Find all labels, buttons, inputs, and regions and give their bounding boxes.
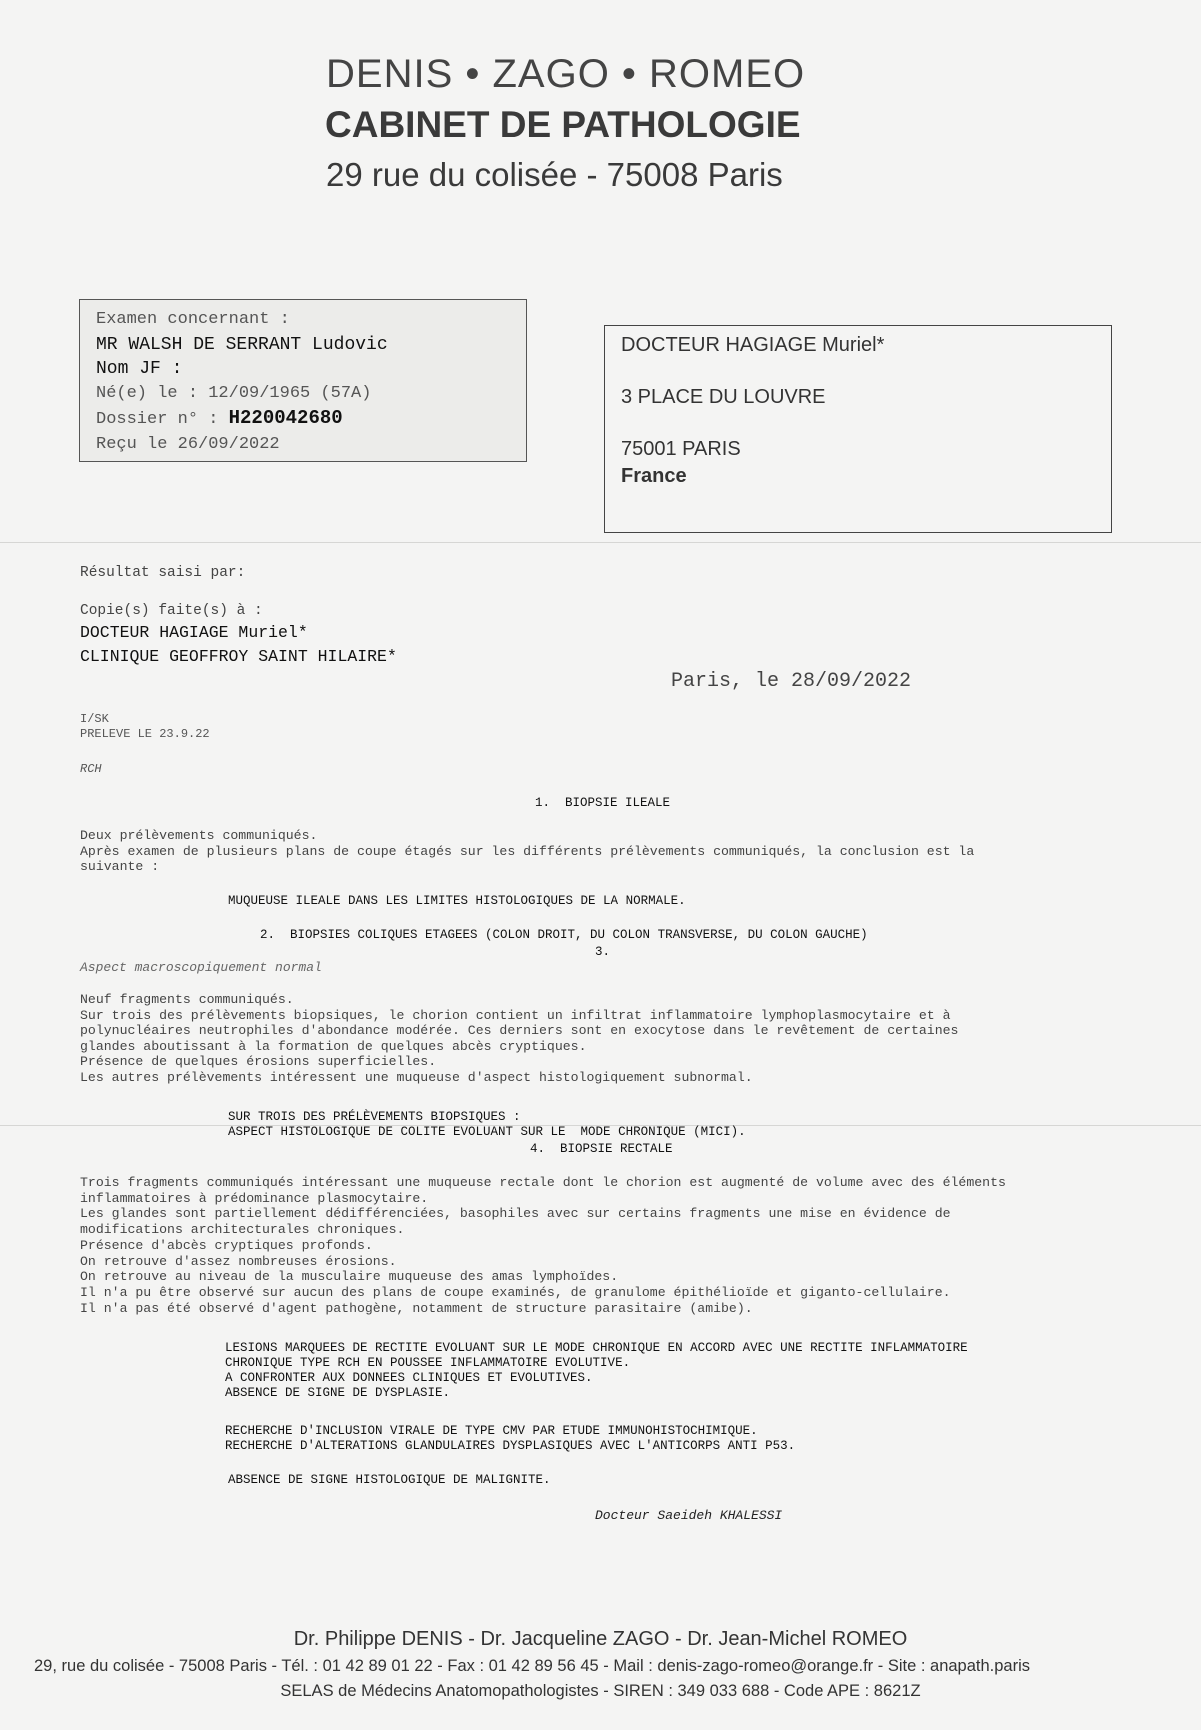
- footer-doctors: Dr. Philippe DENIS - Dr. Jacqueline ZAGO - Dr. Jean-Michel ROMEO: [293, 1628, 908, 1650]
- research-lines: RECHERCHE D'INCLUSION VIRALE DE TYPE CMV PAR ETUDE IMMUNOHISTOCHIMIQUE. RECHERCHE D'ALTERATIONS GLANDULAIRES DYSPLASIQUES AVEC L'ANTICORPS ANTI P53.: [225, 1424, 796, 1453]
- entered-by: Résultat saisi par:: [80, 565, 246, 581]
- received-date: Reçu le 26/09/2022: [96, 434, 280, 454]
- recipient-country: France: [621, 465, 687, 487]
- recipient-name: DOCTEUR HAGIAGE Muriel*: [621, 334, 885, 356]
- sample-date: PRELEVE LE 23.9.22: [80, 727, 210, 741]
- recipient-street: 3 PLACE DU LOUVRE: [621, 386, 826, 408]
- footer-contact: 29, rue du colisée - 75008 Paris - Tél. : 01 42 89 01 22 - Fax : 01 42 89 56 45 - Mail : denis-zago-romeo@orange.fr - Site : anapath.paris: [34, 1657, 1031, 1675]
- section-2-title: 2. BIOPSIES COLIQUES ETAGEES (COLON DROIT, DU COLON TRANSVERSE, DU COLON GAUCHE): [260, 928, 868, 942]
- reference: I/SK: [80, 712, 109, 726]
- section-3-number: 3.: [595, 945, 611, 959]
- section-3-body: Neuf fragments communiqués. Sur trois des prélèvements biopsiques, le chorion contient un infiltrat inflammatoire lymphoplasmocytaire et à polynucléaires neutrophiles d'abondance modérée. Ces derniers sont en exocytose dans le revêtement de certaines glandes aboutissant à la formation de quelques abcès cryptiques. Présence de quelques érosions superficielles. Les autres prélèvements intéressent une muqueuse d'aspect histologiquement subnormal.: [80, 992, 959, 1085]
- place-date: Paris, le 28/09/2022: [671, 670, 912, 693]
- letterhead-names: DENIS • ZAGO • ROMEO: [326, 52, 806, 96]
- copy-recipient-1: DOCTEUR HAGIAGE Muriel*: [80, 623, 308, 642]
- section-1-body: Deux prélèvements communiqués. Après examen de plusieurs plans de coupe étagés sur les différents prélèvements communiqués, la conclusion est la suivante :: [80, 828, 975, 874]
- dossier-line: [96, 406, 510, 433]
- copy-recipient-2: CLINIQUE GEOFFROY SAINT HILAIRE*: [80, 647, 397, 666]
- recipient-address-box: [604, 325, 1112, 533]
- section-4-conclusion: LESIONS MARQUEES DE RECTITE EVOLUANT SUR LE MODE CHRONIQUE EN ACCORD AVEC UNE RECTITE INFLAMMATOIRE CHRONIQUE TYPE RCH EN POUSSEE INFLAMMATOIRE EVOLUTIVE. A CONFRONTER AUX DONNEES CLINIQUES ET EVOLUTIVES. ABSENCE DE SIGNE DE DYSPLASIE.: [225, 1341, 968, 1400]
- maiden-name-label: Nom JF :: [96, 359, 183, 379]
- section-4-title: 4. BIOPSIE RECTALE: [530, 1142, 673, 1156]
- final-conclusion: ABSENCE DE SIGNE HISTOLOGIQUE DE MALIGNITE.: [228, 1473, 551, 1487]
- footer-legal: SELAS de Médecins Anatomopathologistes - SIREN : 349 033 688 - Code APE : 8621Z: [280, 1682, 921, 1700]
- patient-name: MR WALSH DE SERRANT Ludovic: [96, 334, 388, 355]
- letterhead-address: 29 rue du colisée - 75008 Paris: [326, 156, 783, 193]
- section-4-body: Trois fragments communiqués intéressant une muqueuse rectale dont le chorion est augmenté de volume avec des éléments inflammatoires à prédominance plasmocytaire. Les glandes sont partiellement dédifférenciées, basophiles avec sur certains fragments une mise en évidence de modifications architecturales chroniques. Présence d'abcès cryptiques profonds. On retrouve d'assez nombreuses érosions. On retrouve au niveau de la musculaire muqueuse des amas lymphoïdes. Il n'a pu être observé sur aucun des plans de coupe examinés, de granulome épithélioïde et giganto-cellulaire. Il n'a pas été observé d'agent pathogène, notamment de structure parasitaire (amibe).: [80, 1175, 1006, 1316]
- birth-date: Né(e) le : 12/09/1965 (57A): [96, 383, 372, 403]
- section-1-title: 1. BIOPSIE ILEALE: [535, 796, 671, 810]
- letterhead-title: CABINET DE PATHOLOGIE: [325, 104, 801, 145]
- exam-info-box: [79, 299, 527, 462]
- signature: Docteur Saeideh KHALESSI: [595, 1508, 783, 1523]
- diagnosis-code: RCH: [80, 762, 102, 776]
- paper-fold-line: [0, 542, 1201, 543]
- recipient-city: 75001 PARIS: [621, 438, 741, 460]
- section-1-conclusion: MUQUEUSE ILEALE DANS LES LIMITES HISTOLOGIQUES DE LA NORMALE.: [228, 894, 686, 908]
- exam-label: Examen concernant :: [96, 310, 290, 329]
- section-3-conclusion: SUR TROIS DES PRÉLÈVEMENTS BIOPSIQUES : ASPECT HISTOLOGIQUE DE COLITE EVOLUANT SUR LE MODE CHRONIQUE (MICI).: [228, 1110, 746, 1139]
- dossier-label: Dossier n° :: [96, 410, 229, 429]
- dossier-number: H220042680: [228, 407, 343, 429]
- section-3-aspect: Aspect macroscopiquement normal: [80, 960, 322, 975]
- copies-label: Copie(s) faite(s) à :: [80, 603, 263, 619]
